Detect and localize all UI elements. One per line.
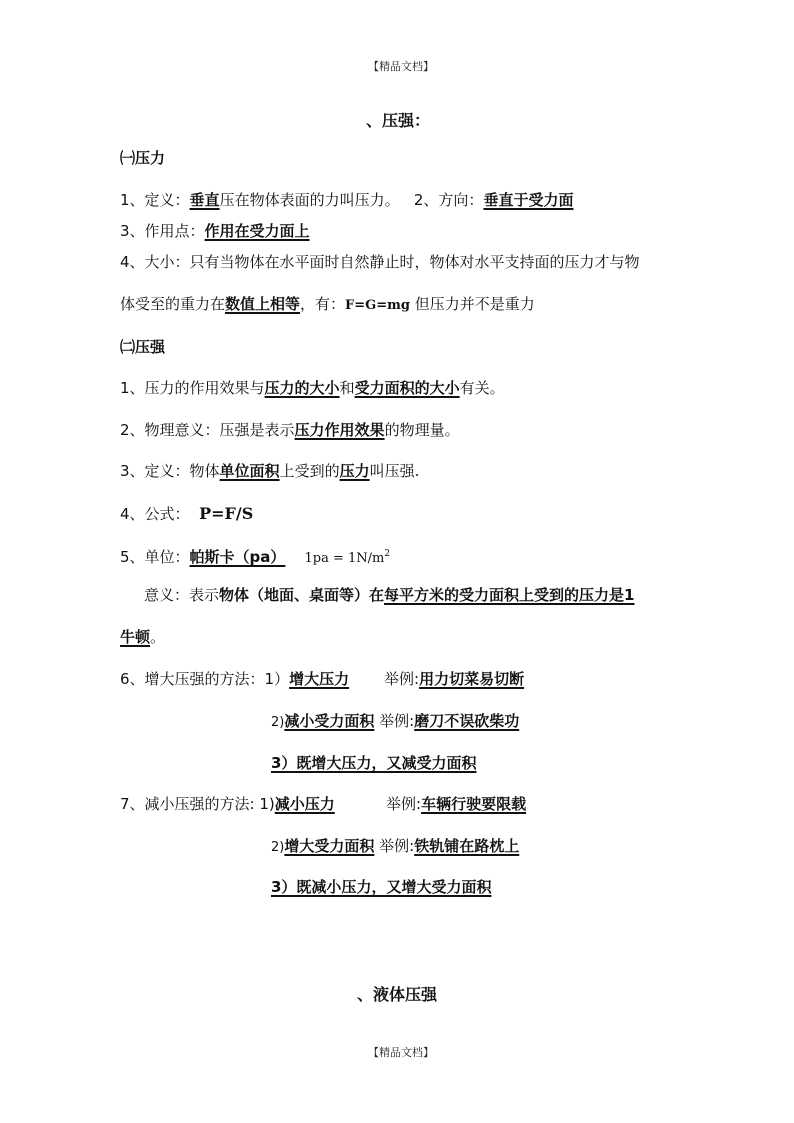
keyword: 垂直 (189, 191, 220, 209)
page-header: 【精品文档】 (368, 60, 434, 73)
line-decrease-method (120, 794, 335, 814)
line-decrease-method-2 (271, 836, 519, 858)
text: 1、压力的作用效果与 (120, 379, 265, 397)
line-increase-method (120, 669, 349, 689)
keyword: 压力作用效果 (294, 421, 385, 439)
keyword: 压力的大小 (264, 379, 340, 397)
text: 6、增大压强的方法：1） (120, 670, 290, 688)
unit-text: 1pa = 1N/m (304, 551, 385, 566)
keyword: 每平方米的受力面积上受到的压力是1 (384, 586, 635, 604)
text: 7、减小压强的方法: 1) (120, 795, 275, 813)
line-meaning (120, 420, 460, 440)
line-action-point (120, 221, 310, 241)
keyword: 车辆行驶要限载 (421, 795, 527, 813)
text: 叫压强. (369, 462, 420, 480)
keyword: 增大受力面积 (284, 837, 375, 855)
line-unit-meaning (144, 585, 634, 605)
line-effect (120, 378, 505, 398)
text: 和 (339, 379, 355, 397)
text: 2、物理意义：压强是表示 (120, 421, 295, 439)
example-3 (386, 794, 526, 814)
keyword: 单位面积 (219, 462, 280, 480)
text: 4、公式： (120, 505, 190, 523)
text: 1、定义： (120, 191, 190, 209)
keyword: 用力切菜易切断 (419, 670, 525, 688)
keyword: 垂直于受力面 (483, 191, 574, 209)
text: 5、单位： (120, 548, 190, 566)
keyword: 铁轨铺在路枕上 (414, 837, 520, 855)
line-decrease-method-3: 3）既减小压力，又增大受力面积 (271, 878, 492, 896)
line-increase-method-2 (271, 711, 519, 733)
section-title-pressure: 、压强： (366, 111, 431, 130)
example-label: 举例: (379, 712, 415, 730)
keyword: 减小受力面积 (284, 712, 375, 730)
keyword: 数值上相等 (225, 295, 301, 313)
keyword: 减小压力 (274, 795, 335, 813)
text: 有关。 (459, 379, 505, 397)
keyword: 受力面积的大小 (354, 379, 460, 397)
formula: P=F/S (199, 504, 254, 523)
example-label: 举例: (379, 837, 415, 855)
line-pressure-definition (120, 461, 419, 481)
section-title-liquid-pressure: 、液体压强 (357, 985, 438, 1004)
keyword: 磨刀不误砍柴功 (414, 712, 520, 730)
keyword: 帕斯卡（pa） (189, 548, 286, 566)
text: 但压力并不是重力 (410, 295, 535, 313)
line-unit (120, 544, 390, 569)
text: 2、方向： (413, 191, 484, 209)
unit-superscript: 2 (384, 549, 391, 559)
subsection-heading-force: ㈠压力 (120, 149, 166, 167)
formula: F=G=mg (345, 298, 411, 313)
keyword: 物体（地面、桌面等）在 (219, 586, 385, 604)
text: 体受至的重力在 (120, 295, 226, 313)
text: 2) (271, 840, 285, 855)
example-label: 举例: (386, 795, 422, 813)
line-formula (120, 504, 253, 524)
text: 3、作用点： (120, 222, 205, 240)
text: 的物理量。 (384, 421, 460, 439)
line-definition (120, 190, 573, 210)
example-1 (384, 669, 524, 689)
example-label: 举例: (384, 670, 420, 688)
keyword: 作用在受力面上 (204, 222, 310, 240)
subsection-heading-pressure: ㈡压强 (120, 338, 166, 356)
text: 上受到的 (279, 462, 340, 480)
text: 3、定义：物体 (120, 462, 220, 480)
text: 。 (150, 628, 166, 646)
line-magnitude-cont (120, 294, 535, 316)
keyword: 增大压力 (289, 670, 350, 688)
line-increase-method-3: 3）既增大压力，又减受力面积 (271, 754, 477, 772)
keyword: 牛顿 (120, 628, 151, 646)
page-footer: 【精品文档】 (368, 1046, 434, 1059)
text: 意义：表示 (144, 586, 220, 604)
text: 压在物体表面的力叫压力。 (219, 191, 400, 209)
line-magnitude: 4、大小：只有当物体在水平面时自然静止时，物体对水平支持面的压力才与物 (120, 253, 640, 271)
keyword: 压力 (339, 462, 370, 480)
line-unit-meaning-cont (120, 627, 165, 647)
text: ，有： (300, 295, 346, 313)
text: 2) (271, 715, 285, 730)
